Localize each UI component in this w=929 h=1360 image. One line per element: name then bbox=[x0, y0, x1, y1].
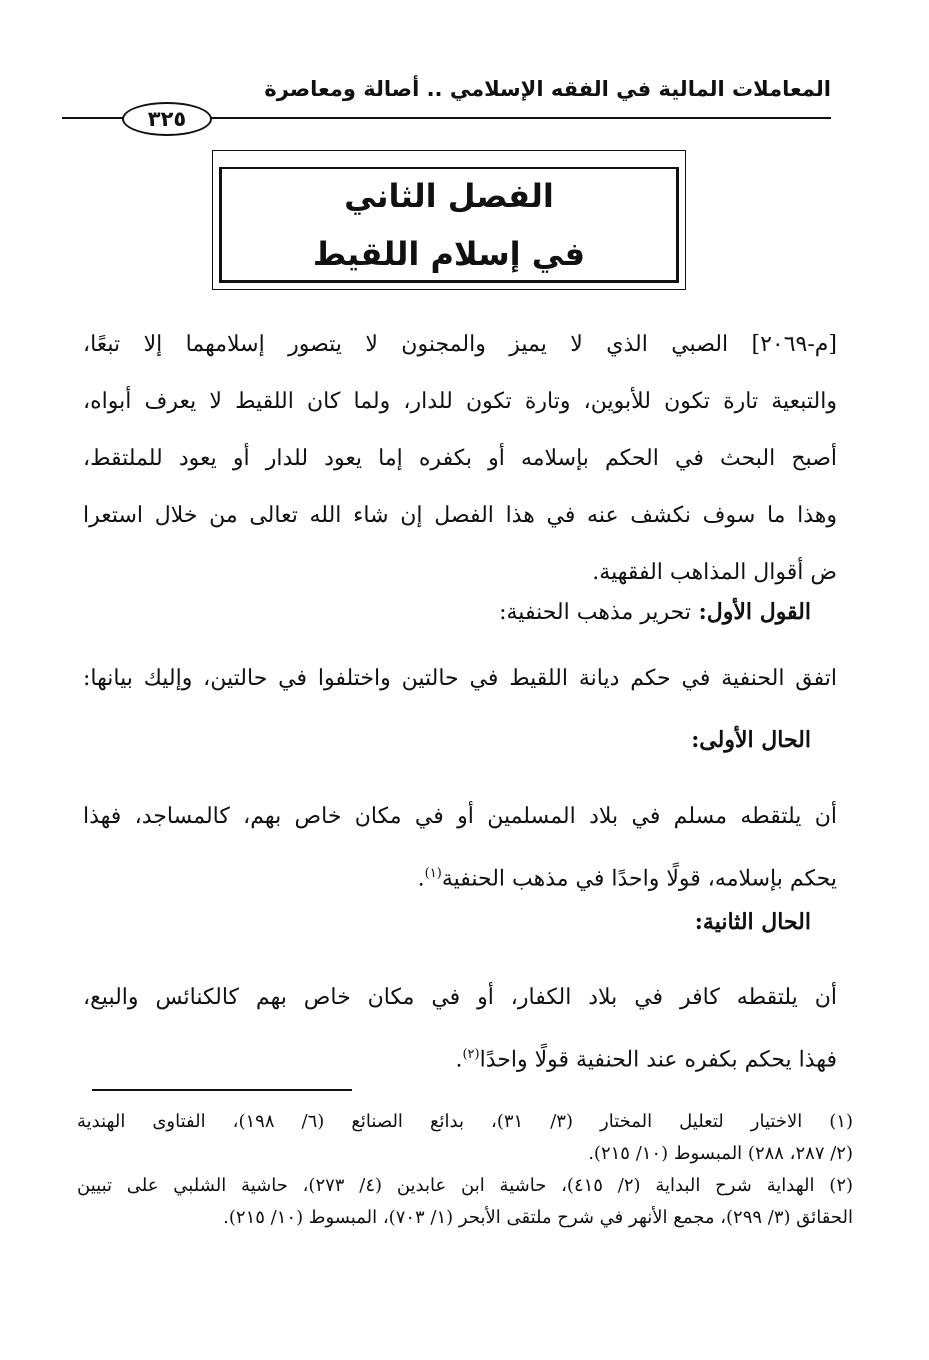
running-title: المعاملات المالية في الفقه الإسلامي .. أصالة ومعاصرة bbox=[264, 77, 831, 101]
footnote-rule bbox=[92, 1089, 352, 1091]
footnote-line: الحقائق (٣/ ٢٩٩)، مجمع الأنهر في شرح ملتقى الأبحر (١/ ٧٠٣)، المبسوط (١٠/ ٢١٥). bbox=[223, 1207, 853, 1228]
footnote-line: (٢) الهداية شرح البداية (٢/ ٤١٥)، حاشية ابن عابدين (٤/ ٢٧٣)، حاشية الشلبي على تبيين bbox=[77, 1175, 854, 1196]
case2-line bbox=[83, 1026, 837, 1083]
first-view-label: القول الأول: bbox=[698, 599, 811, 625]
case1-line-end: . bbox=[417, 866, 425, 892]
footnote-ref-1[interactable]: (١) bbox=[424, 866, 442, 881]
intro-line: [م-٢٠٦٩] الصبي الذي لا يميز والمجنون لا يتصور إسلامهما إلا تبعًا، bbox=[83, 332, 837, 357]
chapter-subtitle: في إسلام اللقيط bbox=[312, 234, 586, 273]
intro-line: أصبح البحث في الحكم بإسلامه أو بكفره إما يعود للدار أو يعود للملتقط، bbox=[83, 446, 837, 471]
agreement-line: اتفق الحنفية في حكم ديانة اللقيط في حالتين واختلفوا في حالتين، وإليك بيانها: bbox=[83, 666, 837, 691]
footnote-ref-2[interactable]: (٢) bbox=[462, 1047, 480, 1062]
footnotes bbox=[77, 1106, 853, 1234]
agreement-paragraph bbox=[83, 650, 837, 707]
first-view-text: تحرير مذهب الحنفية: bbox=[499, 600, 691, 625]
intro-line: وهذا ما سوف نكشف عنه في هذا الفصل إن شاء الله تعالى من خلال استعرا bbox=[83, 503, 837, 528]
chapter-title-frame bbox=[219, 167, 679, 283]
case2-line-end: . bbox=[455, 1047, 463, 1073]
case2-line: أن يلتقطه كافر في بلاد الكفار، أو في مكان خاص بهم كالكنائس والبيع، bbox=[83, 985, 837, 1010]
case2-heading: الحال الثانية: bbox=[694, 909, 811, 935]
intro-line: ض أقوال المذاهب الفقهية. bbox=[592, 560, 837, 585]
footnote-line: (٢/ ٢٨٧، ٢٨٨) المبسوط (١٠/ ٢١٥). bbox=[588, 1143, 853, 1164]
case1-line-text: يحكم بإسلامه، قولًا واحدًا في مذهب الحنفية bbox=[441, 866, 837, 892]
chapter-title: الفصل الثاني bbox=[344, 176, 554, 215]
first-view-heading bbox=[499, 595, 811, 630]
case1-line: أن يلتقطه مسلم في بلاد المسلمين أو في مكان خاص بهم، كالمساجد، فهذا bbox=[83, 804, 837, 829]
case1-line bbox=[83, 845, 837, 902]
chapter-title-box bbox=[212, 150, 686, 290]
case2-line-text: فهذا يحكم بكفره عند الحنفية قولًا واحدًا bbox=[479, 1047, 837, 1073]
intro-line: والتبعية تارة تكون للأبوين، وتارة تكون للدار، ولما كان اللقيط لا يعرف أبواه، bbox=[83, 389, 837, 414]
page-number: ٣٢٥ bbox=[122, 102, 212, 136]
footnote-line: (١) الاختيار لتعليل المختار (٣/ ٣١)، بدائع الصنائع (٦/ ١٩٨)، الفتاوى الهندية bbox=[77, 1111, 853, 1132]
case2-paragraph bbox=[83, 969, 837, 1083]
case1-heading: الحال الأولى: bbox=[691, 727, 811, 753]
intro-paragraph bbox=[83, 316, 837, 601]
case1-paragraph bbox=[83, 788, 837, 902]
